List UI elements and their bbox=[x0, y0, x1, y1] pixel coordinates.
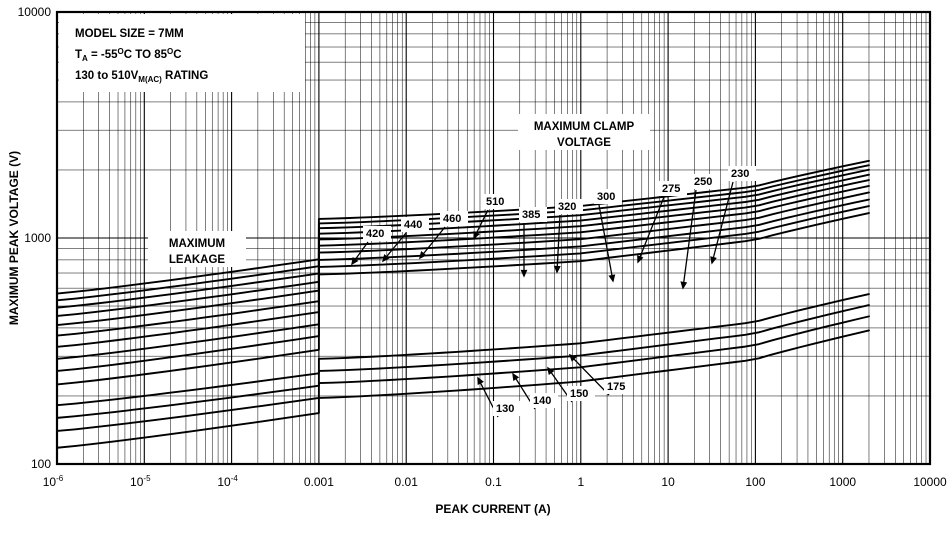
y-tick-100: 100 bbox=[30, 457, 51, 471]
x-tick-8: 100 bbox=[745, 475, 766, 489]
y-axis-title: MAXIMUM PEAK VOLTAGE (V) bbox=[7, 150, 21, 326]
x-axis-title: PEAK CURRENT (A) bbox=[435, 502, 551, 516]
clamp-voltage-label-line2: VOLTAGE bbox=[557, 137, 611, 149]
leakage-label-line1: MAXIMUM bbox=[168, 238, 226, 250]
x-axis-tick-labels bbox=[43, 474, 947, 489]
callout-label-385: 385 bbox=[522, 209, 541, 221]
note-temperature: $T_A = -55^OC$ TO 85$^O$C bbox=[75, 47, 182, 63]
leakage-label-line2: LEAKAGE bbox=[168, 254, 226, 266]
y-tick-1000: 1000 bbox=[24, 231, 51, 245]
x-tick-4: 0.01 bbox=[394, 475, 418, 489]
x-tick-2: $10^{-4}$ bbox=[217, 474, 238, 489]
note-voltage-rating: 130 to $510V_{M(AC)}$ RATING bbox=[75, 70, 209, 84]
callout-label-460: 460 bbox=[443, 213, 462, 225]
callout-label-230: 230 bbox=[731, 168, 750, 180]
callout-label-140: 140 bbox=[533, 395, 552, 407]
clamp-voltage-label-line1: MAXIMUM CLAMP bbox=[533, 121, 635, 133]
callout-label-130: 130 bbox=[496, 403, 515, 415]
callout-label-275: 275 bbox=[662, 183, 681, 195]
callout-label-175: 175 bbox=[607, 381, 626, 393]
note-model-size: MODEL SIZE = 7MM bbox=[75, 28, 184, 40]
callout-label-440: 440 bbox=[404, 219, 423, 231]
y-tick-10000: 10000 bbox=[17, 5, 51, 19]
x-tick-6: 1 bbox=[577, 475, 585, 489]
x-tick-10: 10000 bbox=[913, 475, 947, 489]
x-tick-7: 10 bbox=[661, 475, 675, 489]
x-tick-5: 0.1 bbox=[485, 475, 502, 489]
y-axis-tick-labels bbox=[18, 5, 52, 471]
callout-label-250: 250 bbox=[694, 176, 713, 188]
callout-label-320: 320 bbox=[558, 201, 577, 213]
x-tick-0: $10^{-6}$ bbox=[42, 474, 64, 489]
callout-label-150: 150 bbox=[570, 388, 589, 400]
callout-label-300: 300 bbox=[597, 191, 616, 203]
callout-label-510: 510 bbox=[486, 196, 505, 208]
callout-label-420: 420 bbox=[366, 228, 385, 240]
x-tick-9: 1000 bbox=[829, 475, 857, 489]
x-tick-3: 0.001 bbox=[303, 475, 334, 489]
x-tick-1: $10^{-5}$ bbox=[130, 474, 151, 489]
